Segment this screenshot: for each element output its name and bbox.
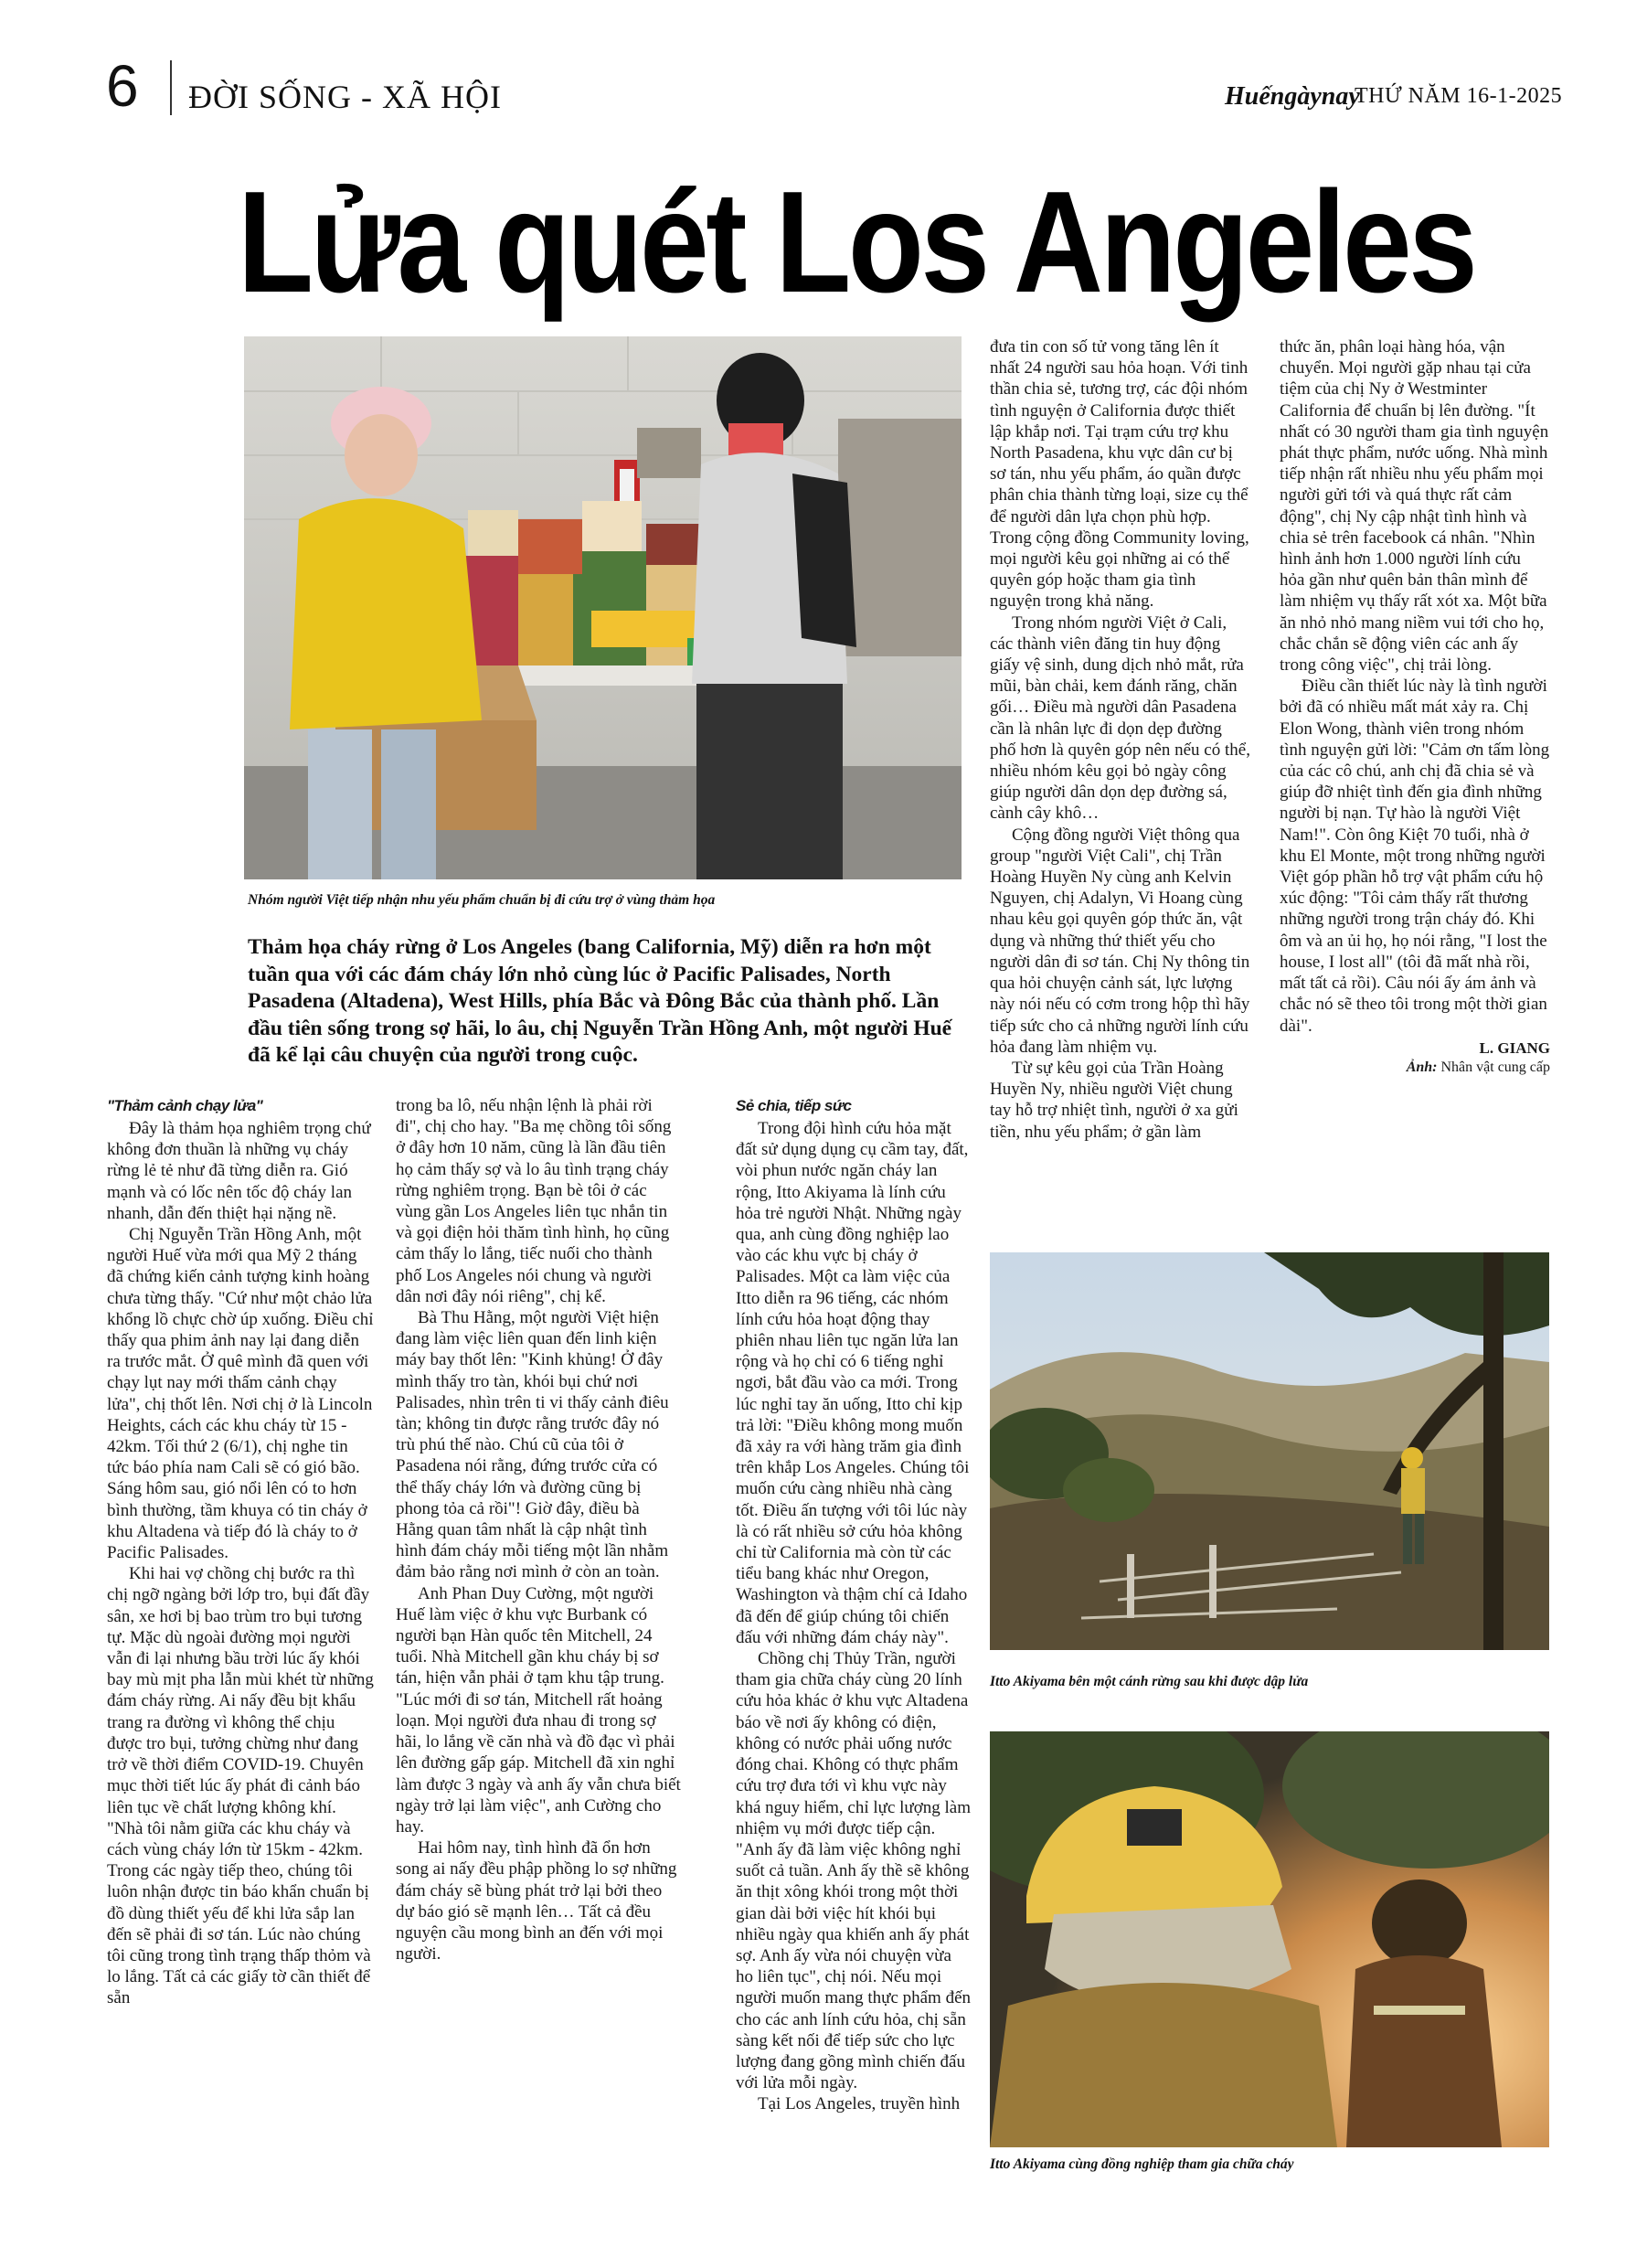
paragraph: Hai hôm nay, tình hình đã ổn hơn song ai nấy đều phập phồng lo sợ những đám cháy sẽ bùng phát trở lại bởi theo dự báo gió sẽ mạnh lên… Tất cả đều nguyện cầu mong bình an đến với mọi người. — [396, 1838, 677, 1965]
article-column-3 — [736, 1095, 972, 2115]
paragraph: Tại Los Angeles, truyền hình — [758, 2094, 961, 2114]
issue-date: THỨ NĂM 16-1-2025 — [1355, 84, 1563, 108]
paragraph: Từ sự kêu gọi của Trần Hoàng Huyền Ny, nhiều người Việt chung tay hỗ trợ nhiệt tình, người ở xa gửi tiền, nhu yếu phẩm; ở gần làm — [990, 1058, 1238, 1142]
paragraph: Chị Nguyễn Trần Hồng Anh, một người Huế vừa mới qua Mỹ 2 tháng đã chứng kiến cảnh tượng kinh hoàng chưa từng thấy. "Cứ như một chảo lửa khổng lồ chực chờ úp xuống. Điều chỉ thấy qua phim ảnh nay lại đang diễn ra trước mắt. Ở quê mình đã quen với chạy lụt nay mới thấm cảnh chạy lửa", chị thốt lên. Nơi chị ở là Lincoln Heights, cách các khu cháy từ 15 - 42km. Tối thứ 2 (6/1), chị nghe tin tức báo phía nam Cali sẽ có gió bão. Sáng hôm sau, gió nổi lên có to hơn bình thường, tầm khuya có tin cháy ở khu Altadena và tiếp đó là cháy to ở Pacific Palisades. — [107, 1225, 374, 1563]
paragraph: Khi hai vợ chồng chị bước ra thì chị ngỡ ngàng bởi lớp tro, bụi đất đầy sân, xe hơi bị bao trùm tro bụi tương tự. Mặc dù ngoài đường mọi người vẫn đi lại nhưng bầu trời lúc ấy khói bay mù mịt pha lẫn mùi khét từ những đám cháy rừng. Ai nấy đều bịt khẩu trang ra đường vì không thể chịu được tro bụi, tưởng chừng như đang trở về thời điểm COVID-19. Chuyên mục thời tiết lúc ấy phát đi cảnh báo liên tục về chất lượng không khí. "Nhà tôi nằm giữa các khu cháy và cách vùng cháy lớn từ 15km - 42km. Trong các ngày tiếp theo, chúng tôi luôn nhận được tin báo khẩn chuẩn bị đồ dùng thiết yếu để khi lửa sắp lan đến sẽ phải đi sơ tán. Lúc nào chúng tôi cũng trong tình trạng thấp thỏm và lo lắng. Tất cả các giấy tờ cần thiết để sẵn — [107, 1564, 374, 2008]
page-number: 6 — [106, 53, 139, 119]
photo-credit-text: Nhân vật cung cấp — [1440, 1059, 1550, 1075]
article-title: Lửa quét Los Angeles — [238, 162, 1475, 323]
firefighters-photo — [990, 1731, 1549, 2147]
header-divider — [170, 60, 172, 115]
article-column-5 — [1280, 336, 1550, 1077]
paragraph: trong ba lô, nếu nhận lệnh là phải rời đi", chị cho hay. "Ba mẹ chồng tôi sống ở đây hơn 10 năm, cũng là lần đầu tiên họ cảm thấy sợ và lo âu tình trạng cháy rừng nghiêm trọng. Bạn bè tôi ở các vùng gần Los Angeles liên tục nhắn tin và gọi điện hỏi thăm tình hình, họ cũng cảm thấy lo lắng, tiếc nuối cho thành phố Los Angeles nói chung và người dân nơi đây nói riêng", chị kể. — [396, 1096, 672, 1306]
paragraph: Chồng chị Thủy Trần, người tham gia chữa cháy cùng 20 lính cứu hỏa khác ở khu vực Altadena báo về nơi ấy không có điện, không có nước phải uống nước đóng chai. Không có thực phẩm cứu trợ đưa tới vì khu vực này khá nguy hiểm, chỉ lực lượng làm nhiệm vụ mới được tiếp cận. "Anh ấy đã làm việc không nghỉ suốt cả tuần. Anh ấy thề sẽ không ăn thịt xông khói trong một thời gian dài bởi việc hít khói bụi nhiều ngày qua khiến anh ấy phát sợ. Anh ấy vừa nói chuyện vừa ho liên tục", chị nói. Nếu mọi người muốn mang thực phẩm đến cho các anh lính cứu hỏa, chị sẵn sàng kết nối để tiếp sức cho lực lượng đang gồng mình chiến đấu với lửa mỗi ngày. — [736, 1649, 972, 2093]
burned-forest-photo — [990, 1252, 1549, 1650]
photo-credit-label: Ảnh: — [1406, 1059, 1438, 1075]
paragraph: Đây là thảm họa nghiêm trọng chứ không đơn thuần là những vụ cháy rừng lẻ tẻ như đã từng diễn ra. Gió mạnh và có lốc nên tốc độ cháy lan nhanh, dẫn đến thiệt hại nặng nề. — [107, 1119, 371, 1223]
photo2-caption: Itto Akiyama bên một cánh rừng sau khi được dập lửa — [990, 1674, 1309, 1689]
article-lead: Thảm họa cháy rừng ở Los Angeles (bang California, Mỹ) diễn ra hơn một tuần qua với các đám cháy lớn nhỏ cùng lúc ở Pacific Palisades, North Pasadena (Altadena), West Hills, phía Bắc và Đông Bắc của thành phố. Lần đầu tiên sống trong sợ hãi, lo âu, chị Nguyễn Trần Hồng Anh, một người Huế đã kể lại câu chuyện của người trong cuộc. — [248, 935, 952, 1067]
paragraph: Anh Phan Duy Cường, một người Huế làm việc ở khu vực Burbank có người bạn Hàn quốc tên Mitchell, 24 tuổi. Nhà Mitchell gần khu cháy bị sơ tán, hiện vẫn phải ở tạm khu tập trung. "Lúc mới đi sơ tán, Mitchell rất hoảng loạn. Mọi người đưa nhau đi trong sợ hãi, lo lắng về căn nhà và đồ đạc vì phải lên đường gấp gáp. Mitchell đã xin nghỉ làm được 3 ngày và anh ấy vẫn chưa biết ngày trở lại làm việc", anh Cường cho hay. — [396, 1583, 681, 1837]
subheading-2: Sẻ chia, tiếp sức — [736, 1097, 852, 1114]
paragraph: Trong đội hình cứu hỏa mặt đất sử dụng dụng cụ cầm tay, đất, vòi phun nước ngăn cháy lan rộng, Itto Akiyama là lính cứu hỏa trẻ người Nhật. Những ngày qua, anh cùng đồng nghiệp lao vào các khu vực bị cháy ở Palisades. Một ca làm việc của Itto diễn ra 96 tiếng, các nhóm lính cứu hỏa hoạt động thay phiên nhau liên tục ngăn lửa lan rộng và họ chỉ có 6 tiếng nghỉ ngơi, bắt đầu vào ca mới. Trong lúc nghỉ tay ăn uống, Itto chỉ kịp trả lời: "Điều không mong muốn đã xảy ra với hàng trăm gia đình trên khắp Los Angeles. Chúng tôi muốn cứu càng nhiều nhà càng tốt. Điều ấn tượng với tôi lúc này là có rất nhiều sở cứu hỏa không chỉ từ California mà còn từ các tiểu bang khác như Oregon, Washington và thậm chí cả Idaho đã đến để giúp chúng tôi chiến đấu với những đám cháy này". — [736, 1119, 970, 1647]
paragraph: Điều cần thiết lúc này là tình người bởi đã có nhiều mất mát xảy ra. Chị Elon Wong, thành viên trong nhóm tình nguyện gửi lời: "Cảm ơn tấm lòng của các cô chú, anh chị đã chia sẻ và giúp đỡ nhiệt tình đến gia đình những người bị nạn. Tự hào là người Việt Nam!". Còn ông Kiệt 70 tuổi, nhà ở khu El Monte, một trong những người Việt góp phần hỗ trợ vật phẩm cứu hộ xúc động: "Tôi cảm thấy rất thương những người trong trận cháy đó. Khi ôm và an ủi họ, họ nói rằng, "I lost the house, I lost all" (tôi đã mất nhà rồi, mất tất cả rồi). Câu nói ấy ám ảnh và chắc nó sẽ theo tôi trong một thời gian dài". — [1280, 676, 1550, 1036]
paragraph: thức ăn, phân loại hàng hóa, vận chuyển. Mọi người gặp nhau tại cửa tiệm của chị Ny ở Westminter California để chuẩn bị lên đường. "Ít nhất có 30 người tham gia tình nguyện phát thực phẩm, nước uống. Nhà mình tiếp nhận rất nhiều nhu yếu phẩm mọi người gửi tới và quá thực rất cảm động", chị Ny cập nhật tình hình và chia sẻ trên facebook cá nhân. "Nhìn hình ảnh hơn 1.000 người lính cứu hỏa gần như quên bản thân mình để làm nhiệm vụ thấy rất xót xa. Một bữa ăn nhỏ nhỏ mang niềm vui tới cho họ, chắc chắn sẽ động viên các anh ấy trong công việc", chị trải lòng. — [1280, 337, 1549, 676]
photo1-caption: Nhóm người Việt tiếp nhận nhu yếu phẩm chuẩn bị đi cứu trợ ở vùng thảm họa — [248, 892, 716, 908]
article-column-1 — [107, 1095, 374, 2009]
paragraph: đưa tin con số tử vong tăng lên ít nhất 24 người sau hỏa hoạn. Với tinh thần chia sẻ, tương trợ, các đội nhóm tình nguyện ở California được thiết lập khắp nơi. Tại trạm cứu trợ khu North Pasadena, khu vực dân cư bị sơ tán, nhu yếu phẩm, áo quần được phân chia thành từng loại, size cụ thể để người dân lựa chọn phù hợp. Trong cộng đồng Community loving, mọi người kêu gọi những ai có thể quyên góp hoặc tham gia tình nguyện trong khả năng. — [990, 337, 1249, 612]
volunteers-photo — [244, 336, 962, 879]
newspaper-brand: Huếngàynay — [1225, 82, 1360, 111]
paragraph: Cộng đồng người Việt thông qua group "người Việt Cali", chị Trần Hoàng Huyền Ny cùng anh Kelvin Nguyen, chị Adalyn, Vi Hoang cùng nhau kêu gọi quyên góp thức ăn, vật dụng và những thứ thiết yếu cho người dân đi sơ tán. Chị Ny thông tin qua hỏi chuyện cảnh sát, lực lượng này nói nếu có cơm trong hộp thì hãy tiếp sức cho cả những người lính cứu hỏa đang làm nhiệm vụ. — [990, 825, 1250, 1057]
article-column-2 — [396, 1095, 681, 1965]
photo3-caption: Itto Akiyama cùng đồng nghiệp tham gia chữa cháy — [990, 2156, 1294, 2172]
subheading-1: "Thảm cảnh chạy lửa" — [107, 1097, 263, 1114]
author-byline: L. GIANG — [1479, 1038, 1550, 1057]
section-title: ĐỜI SỐNG - XÃ HỘI — [188, 79, 502, 115]
photo-credit — [1280, 1059, 1550, 1077]
paragraph: Trong nhóm người Việt ở Cali, các thành viên đăng tin huy động giấy vệ sinh, dung dịch nhỏ mắt, rửa mũi, bàn chải, kem đánh răng, chăn gối… Điều mà người dân Pasadena cần là nhân lực đi dọn dẹp đường phố hơn là quyên góp nên nếu có thể, nhiều nhóm kêu gọi bỏ ngày công giúp người dân dọn dẹp đường sá, cành cây khô… — [990, 612, 1250, 824]
paragraph: Bà Thu Hằng, một người Việt hiện đang làm việc liên quan đến linh kiện máy bay thốt lên: "Kinh khủng! Ở đây mình thấy tro tàn, khói bụi chứ nơi Palisades, nhìn trên ti vi thấy cảnh điêu tàn; không tin được rằng trước đây nó trù phú thế nào. Chú cũ của tôi ở Pasadena nói rằng, đứng trước cửa có thể thấy cháy lớn và đường cũng bị phong tỏa cả rồi"! Giờ đây, điều bà Hằng quan tâm nhất là cập nhật tình hình đám cháy mỗi tiếng một lần nhằm đảm bảo rằng nơi mình ở còn an toàn. — [396, 1308, 669, 1582]
article-column-4 — [990, 336, 1250, 1143]
